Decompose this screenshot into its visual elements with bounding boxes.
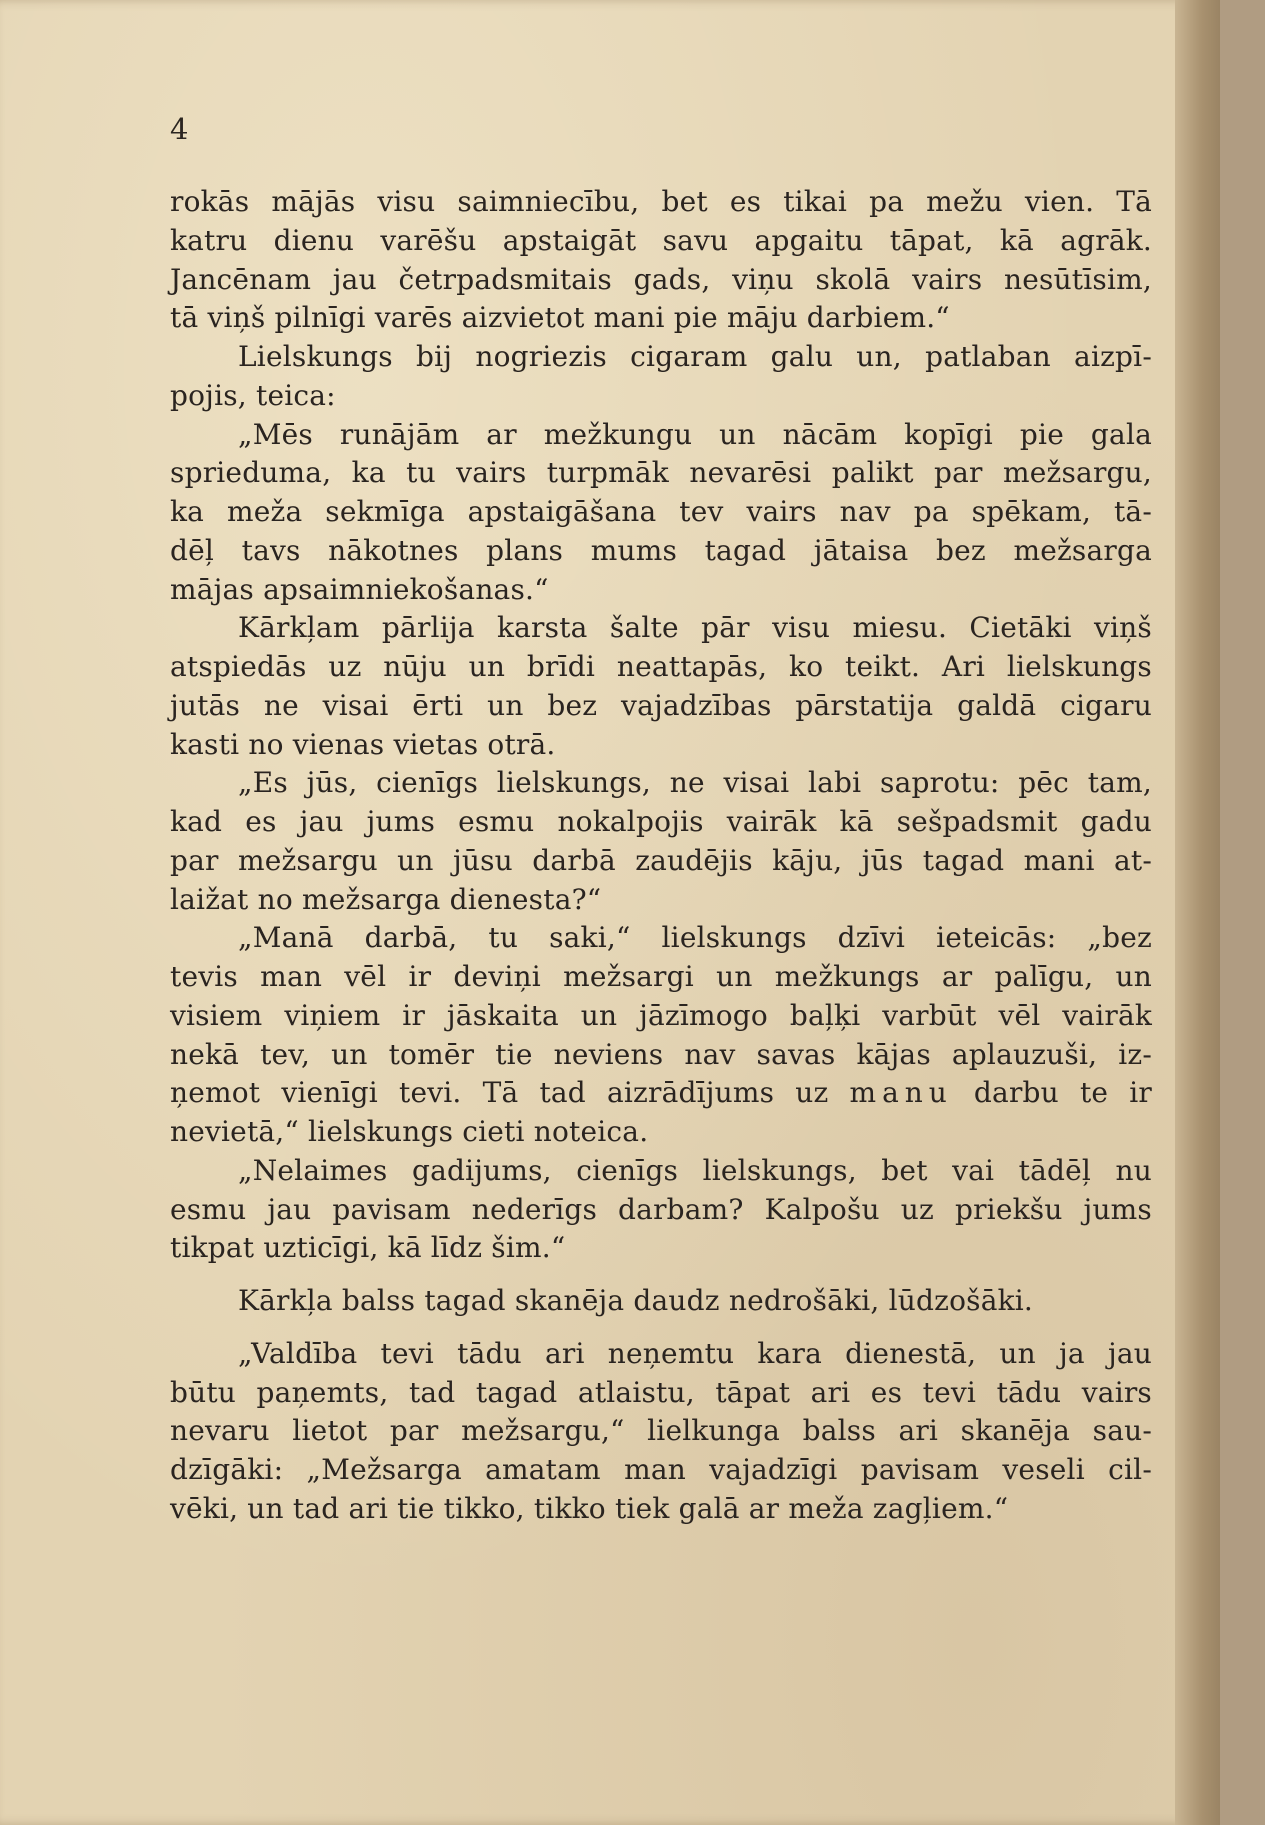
text-line: būtu paņemts, tad tagad atlaistu, tāpat ari es tevi tādu vairs	[170, 1375, 1152, 1409]
text-line: Kārkļa balss tagad skanēja daudz nedrošāki, lūdzošāki.	[238, 1284, 1034, 1317]
text-line: dzīgāki: „Mežsarga amatam man vajadzīgi pavisam veseli cil-	[170, 1453, 1152, 1486]
text-line: tā viņš pilnīgi varēs aizvietot mani pie māju darbiem.“	[170, 301, 950, 335]
text-line: rokās mājās visu saimniecību, bet es tikai pa mežu vien. Tā	[170, 185, 1152, 218]
page-edge	[1175, 0, 1220, 1825]
text-line: „Manā darbā, tu saki,“ lielskungs dzīvi ieteicās: „bez	[238, 921, 1152, 955]
text-line: sprieduma, ka tu vairs turpmāk nevarēsi palikt par mežsargu,	[170, 456, 1152, 490]
emphasized-text: manu	[849, 1076, 953, 1110]
text-segment: ņemot vienīgi tevi. Tā tad aizrādījums uz	[170, 1076, 829, 1110]
text-segment: darbu te ir	[973, 1076, 1152, 1110]
page-number: 4	[170, 112, 189, 146]
text-line: vēki, un tad ari tie tikko, tikko tiek galā ar meža zagļiem.“	[170, 1491, 1009, 1525]
text-line: laižat no mežsarga dienesta?“	[170, 882, 602, 916]
text-line: nekā tev, un tomēr tie neviens nav savas kājas aplauzuši, iz-	[170, 1037, 1152, 1071]
text-line: tikpat uzticīgi, kā līdz šim.“	[170, 1231, 566, 1265]
text-line: Lielskungs bij nogriezis cigaram galu un, patlaban aizpī-	[238, 340, 1152, 373]
text-line: dēļ tavs nākotnes plans mums tagad jātaisa bez mežsarga	[170, 533, 1152, 567]
text-line: Jancēnam jau četrpadsmitais gads, viņu skolā vairs nesūtīsim,	[170, 262, 1152, 296]
text-line: pojis, teica:	[170, 378, 336, 412]
text-line: „Valdība tevi tādu ari neņemtu kara dienestā, un ja jau	[238, 1336, 1152, 1370]
text-line: nevietā,“ lielskungs cieti noteica.	[170, 1115, 649, 1148]
text-line: ka meža sekmīga apstaigāšana tev vairs nav pa spēkam, tā-	[170, 495, 1152, 528]
text-line: mājas apsaimniekošanas.“	[170, 572, 549, 606]
text-line: katru dienu varēšu apstaigāt savu apgaitu tāpat, kā agrāk.	[170, 223, 1152, 257]
text-line: esmu jau pavisam nederīgs darbam? Kalpošu uz priekšu jums	[170, 1192, 1152, 1226]
text-line: tevis man vēl ir deviņi mežsargi un mežkungs ar palīgu, un	[170, 960, 1152, 993]
text-line: nevaru lietot par mežsargu,“ lielkunga balss ari skanēja sau-	[170, 1414, 1152, 1448]
text-line: par mežsargu un jūsu darbā zaudējis kāju, jūs tagad mani at-	[170, 843, 1152, 877]
text-line: jutās ne visai ērti un bez vajadzības pārstatija galdā cigaru	[170, 688, 1152, 722]
text-line: Kārkļam pārlija karsta šalte pār visu miesu. Cietāki viņš	[238, 611, 1152, 645]
text-line: „Mēs runājām ar mežkungu un nācām kopīgi pie gala	[238, 417, 1152, 451]
text-line: kad es jau jums esmu nokalpojis vairāk kā sešpadsmit gadu	[170, 805, 1152, 838]
text-line	[170, 1074, 1152, 1113]
body-text	[170, 183, 1152, 1529]
text-line: „Nelaimes gadijums, cienīgs lielskungs, bet vai tādēļ nu	[238, 1153, 1152, 1187]
text-line: visiem viņiem ir jāskaita un jāzīmogo baļķi varbūt vēl vairāk	[170, 998, 1152, 1032]
text-line: „Es jūs, cienīgs lielskungs, ne visai labi saprotu: pēc tam,	[238, 766, 1152, 800]
text-line: kasti no vienas vietas otrā.	[170, 727, 556, 761]
text-line: atspiedās uz nūju un brīdi neattapās, ko teikt. Ari lielskungs	[170, 650, 1152, 683]
